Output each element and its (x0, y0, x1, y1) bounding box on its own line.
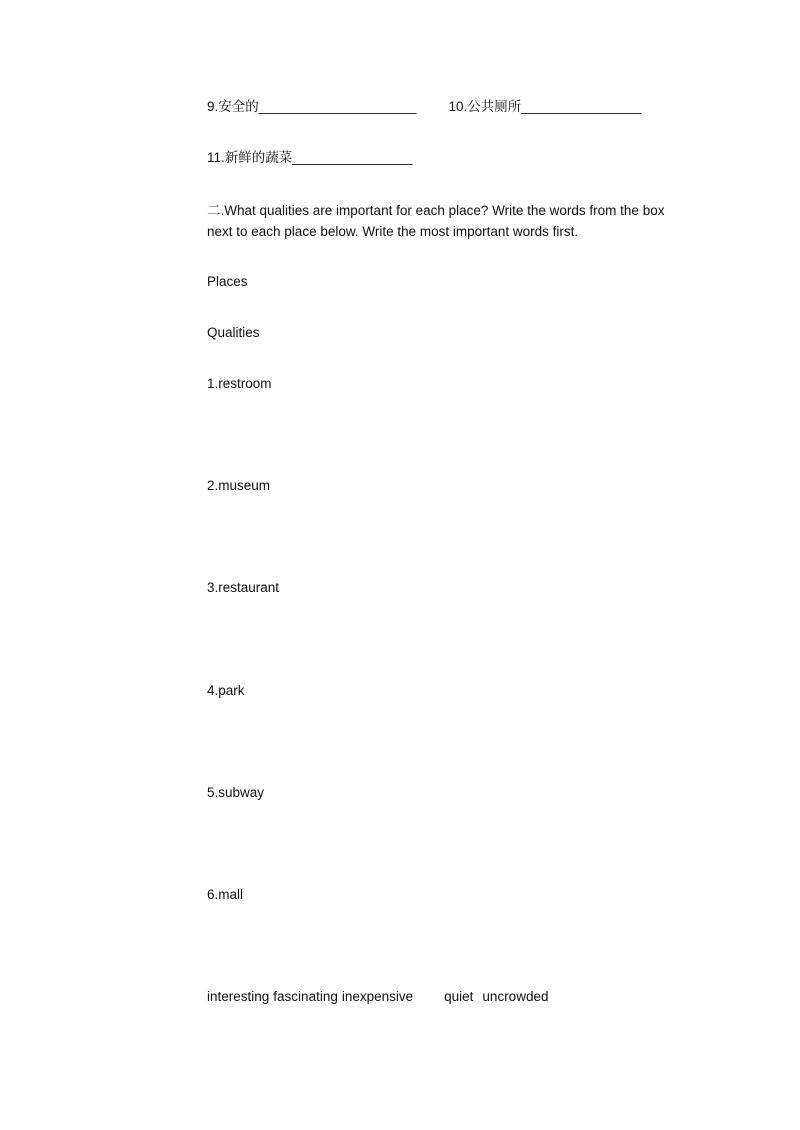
place-mall: 6.mall (207, 887, 244, 902)
header-places: Places (207, 274, 248, 289)
word-fascinating: fascinating (273, 989, 338, 1004)
place-park: 4.park (207, 683, 245, 698)
section2-instruction: 二.What qualities are important for each place? Write the words from the box next to each place below. Write the most important words first. (207, 203, 665, 239)
header-qualities: Qualities (207, 325, 260, 340)
word-uncrowded: uncrowded (482, 989, 549, 1004)
word-quiet: quiet (444, 989, 474, 1004)
word-box (207, 987, 548, 1007)
place-museum: 2.museum (207, 478, 271, 493)
exercise-item-9: 9.安全的_____________________ (207, 99, 417, 114)
place-restaurant: 3.restaurant (207, 580, 280, 595)
exercise-item-10: 10.公共厕所________________ (448, 99, 642, 114)
exercise-row-9-10 (207, 97, 641, 117)
place-subway: 5.subway (207, 785, 265, 800)
word-inexpensive: inexpensive (341, 989, 414, 1004)
exercise-item-11: 11.新鲜的蔬菜________________ (207, 150, 413, 165)
word-interesting: interesting (207, 989, 270, 1004)
place-restroom: 1.restroom (207, 376, 272, 391)
